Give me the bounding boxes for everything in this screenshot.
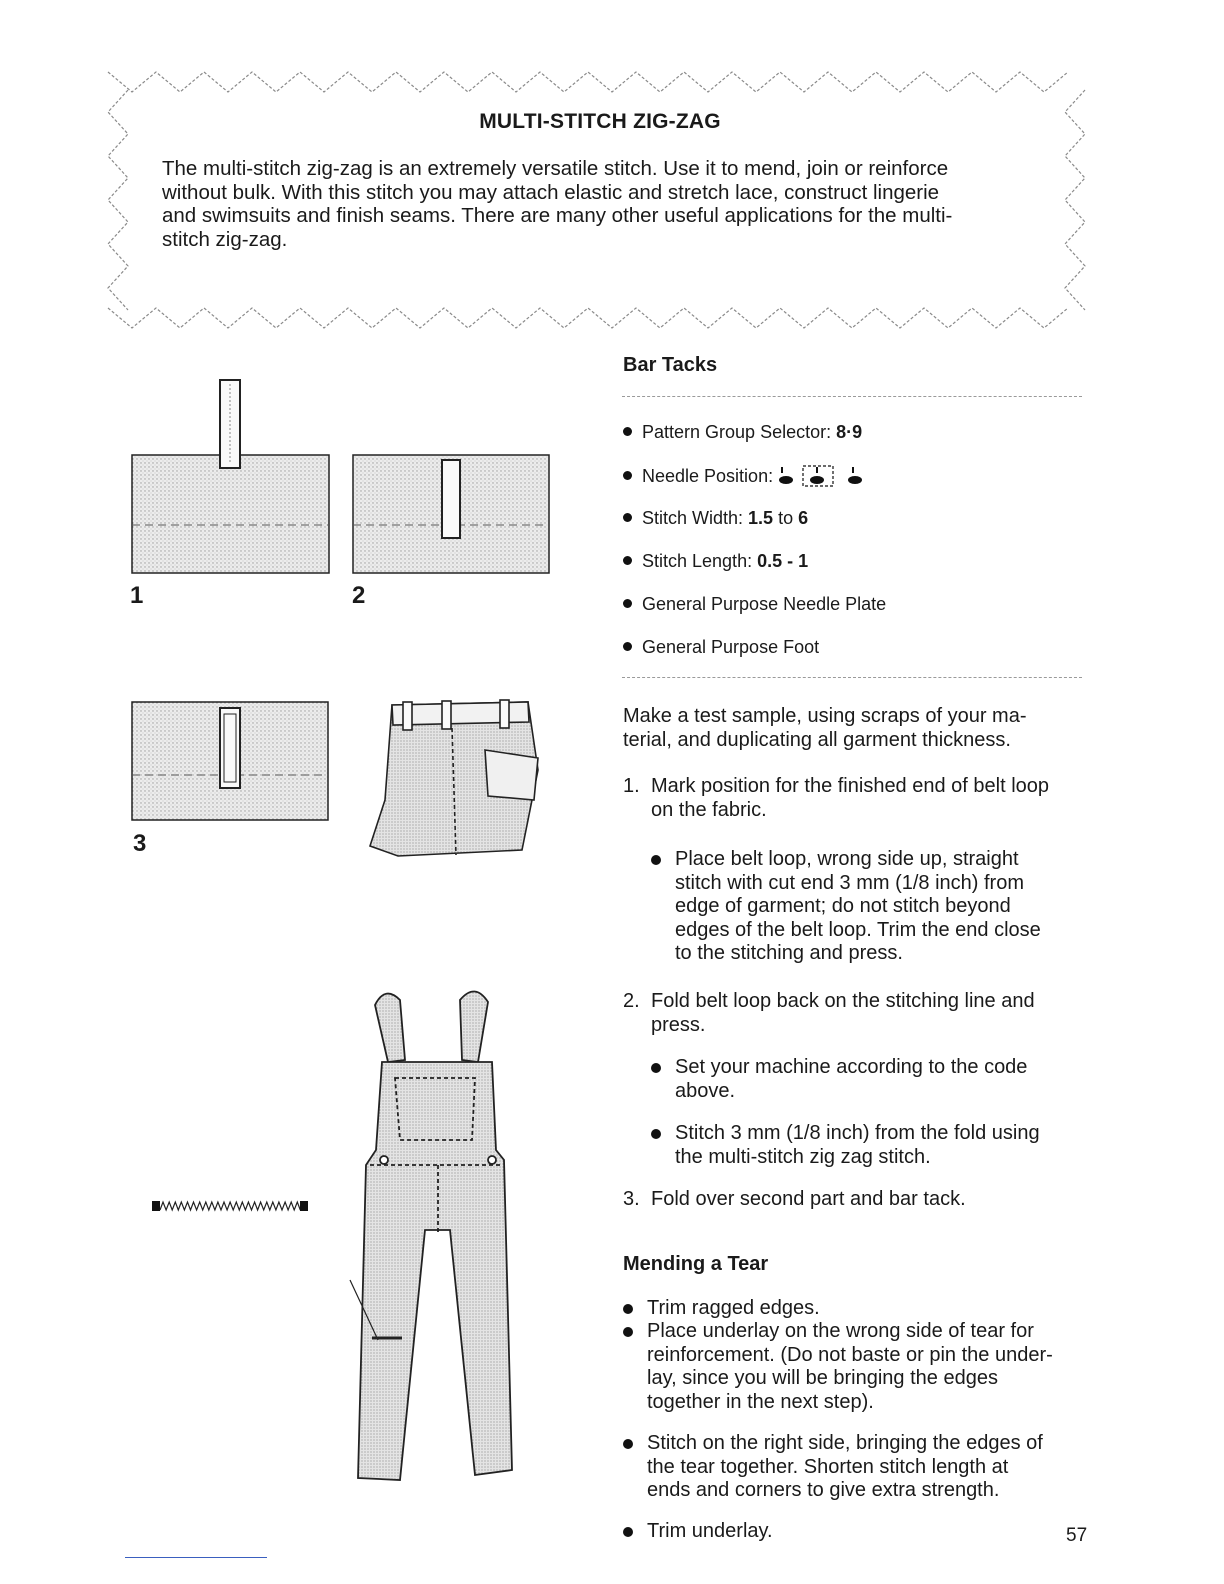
page-title: MULTI-STITCH ZIG-ZAG (479, 110, 721, 133)
overalls-drawing (350, 991, 512, 1480)
illustrations-column (100, 350, 600, 1520)
page-number: 57 (1066, 1525, 1088, 1546)
intro-line: stitch zig-zag. (162, 227, 288, 251)
stitch-sample-drawing (152, 1201, 308, 1211)
mending-heading: Mending a Tear (623, 1253, 769, 1275)
needle-position-icon (778, 465, 868, 487)
intro-paragraph (162, 157, 1062, 251)
trouser-waist-drawing (370, 700, 538, 856)
figure-3-drawing (132, 702, 328, 820)
spec-needle-position: Needle Position: (623, 465, 868, 487)
figure-1-drawing (132, 380, 329, 573)
mending-bullet-4: Trim underlay. (623, 1520, 1003, 1544)
figure-2-drawing (353, 455, 549, 573)
test-sample-paragraph: Make a test sample, using scraps of your ma- terial, and duplicating all garment thickness. (623, 705, 1027, 751)
spec-pattern-group: Pattern Group Selector: 8·9 (623, 422, 862, 443)
zigzag-segment (108, 72, 1068, 92)
bar-tacks-heading: Bar Tacks (623, 354, 718, 376)
step-1-bullet: Place belt loop, wrong side up, straight stitch with cut end 3 mm (1/8 inch) from edge of garment; do not stitch beyond edges of the belt loop. Trim the end close to the stitching and press. (651, 848, 1083, 966)
step-3: 3. Fold over second part and bar tack. (623, 1188, 966, 1210)
zigzag-segment (108, 308, 1068, 328)
spec-stitch-length: Stitch Length: 0.5 - 1 (623, 551, 808, 572)
divider-top (622, 396, 1082, 397)
mending-bullet-2: Place underlay on the wrong side of tear for reinforcement. (Do not baste or pin the under- lay, since you will be bringing the edges together in the next step). (623, 1320, 1083, 1414)
step-2: 2. Fold belt loop back on the stitching line and press. (623, 990, 1035, 1036)
footer-line (125, 1557, 267, 1558)
step-1: 1. Mark position for the finished end of belt loop on the fabric. (623, 775, 1050, 821)
figure-3-label: 3 (133, 830, 147, 857)
mending-bullet-1: Trim ragged edges. (623, 1297, 1083, 1321)
intro-line: and swimsuits and finish seams. There are many other useful applications for the multi- (162, 204, 953, 227)
spec-stitch-width: Stitch Width: 1.5 to 6 (623, 508, 808, 529)
divider-bottom (622, 677, 1082, 678)
step-2-bullet-2: Stitch 3 mm (1/8 inch) from the fold using the multi-stitch zig zag stitch. (651, 1122, 1083, 1169)
figure-2-label: 2 (352, 582, 366, 609)
figure-1-label: 1 (130, 582, 144, 609)
intro-line: The multi-stitch zig-zag is an extremely versatile stitch. Use it to mend, join or reinforce (162, 157, 949, 180)
intro-line: without bulk. With this stitch you may attach elastic and stretch lace, construct lingerie (162, 180, 940, 204)
step-2-bullet-1: Set your machine according to the code above. (651, 1056, 1083, 1103)
mending-bullet-3: Stitch on the right side, bringing the edges of the tear together. Shorten stitch length at ends and corners to give extra strength. (623, 1432, 1083, 1503)
spec-foot: General Purpose Foot (623, 637, 819, 658)
spec-needle-plate: General Purpose Needle Plate (623, 594, 886, 615)
